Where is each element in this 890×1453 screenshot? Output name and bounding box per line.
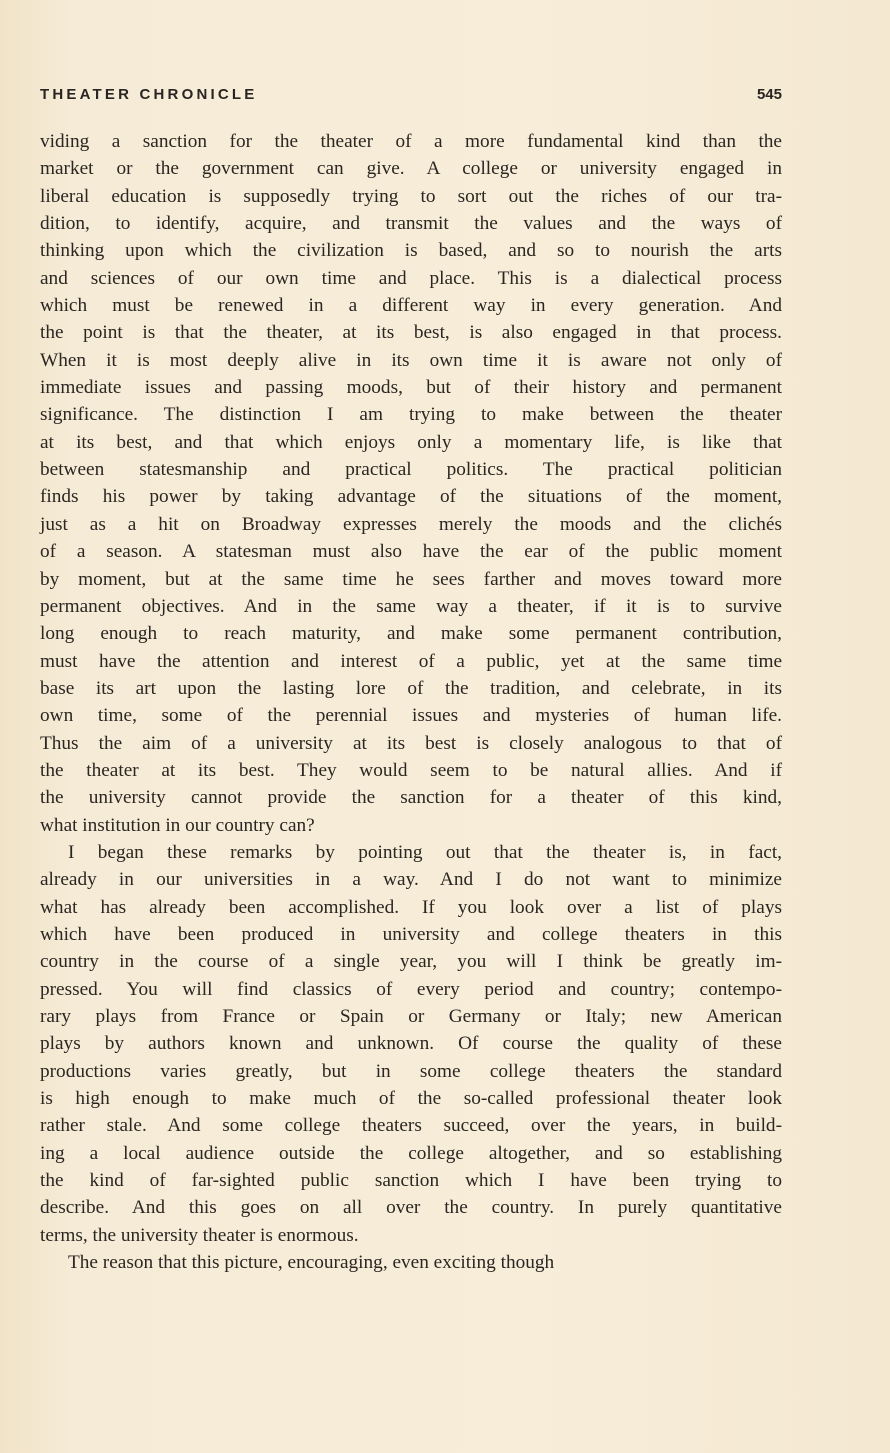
body-text <box>40 128 782 1276</box>
text-line: When it is most deeply alive in its own time it is aware not only of <box>40 349 782 371</box>
text-line: the theater at its best. They would seem to be natural allies. And if <box>40 759 782 781</box>
text-line: plays by authors known and unknown. Of course the quality of these <box>40 1033 782 1055</box>
text-line: describe. And this goes on all over the country. In purely quantitative <box>40 1197 782 1219</box>
running-head-title: THEATER CHRONICLE <box>40 86 258 103</box>
page-number: 545 <box>756 86 782 103</box>
text-line: country in the course of a single year, you will I think be greatly im- <box>40 951 782 973</box>
text-line: and sciences of our own time and place. This is a dialectical process <box>40 267 782 289</box>
text-line: by moment, but at the same time he sees farther and moves toward more <box>40 568 782 590</box>
text-line: dition, to identify, acquire, and transmit the values and the ways of <box>40 213 782 235</box>
text-line: significance. The distinction I am trying to make between the theater <box>40 404 782 426</box>
text-line: long enough to reach maturity, and make some permanent contribution, <box>40 623 782 645</box>
text-line: the kind of far-sighted public sanction which I have been trying to <box>40 1170 782 1192</box>
text-line: immediate issues and passing moods, but of their history and permanent <box>40 377 782 399</box>
text-line: between statesmanship and practical politics. The practical politician <box>40 459 782 481</box>
text-line: terms, the university theater is enormous. <box>40 1224 359 1246</box>
running-head <box>40 86 782 110</box>
text-line: the point is that the theater, at its best, is also engaged in that process. <box>40 322 782 344</box>
text-line: base its art upon the lasting lore of the tradition, and celebrate, in its <box>40 677 782 699</box>
text-line: which have been produced in university and college theaters in this <box>40 923 782 945</box>
text-line: Thus the aim of a university at its best is closely analogous to that of <box>40 732 782 754</box>
text-line: of a season. A statesman must also have the ear of the public moment <box>40 541 782 563</box>
text-line: just as a hit on Broadway expresses merely the moods and the clichés <box>40 513 782 535</box>
text-line: The reason that this picture, encouraging, even exciting though <box>68 1252 555 1274</box>
text-line: viding a sanction for the theater of a more fundamental kind than the <box>40 131 782 152</box>
text-line: is high enough to make much of the so-called professional theater look <box>40 1088 782 1110</box>
text-line: market or the government can give. A college or university engaged in <box>40 158 782 180</box>
text-line: permanent objectives. And in the same way a theater, if it is to survive <box>40 595 782 617</box>
text-line: rary plays from France or Spain or Germany or Italy; new American <box>40 1006 782 1027</box>
text-line: already in our universities in a way. And I do not want to minimize <box>40 869 782 891</box>
text-line: liberal education is supposedly trying to sort out the riches of our tra- <box>40 185 782 207</box>
text-line: ing a local audience outside the college altogether, and so establishing <box>40 1142 782 1164</box>
text-line: the university cannot provide the sanction for a theater of this kind, <box>40 787 782 809</box>
text-line: rather stale. And some college theaters succeed, over the years, in build- <box>40 1115 782 1137</box>
text-line: pressed. You will find classics of every period and country; contempo- <box>40 978 782 1000</box>
text-line: what institution in our country can? <box>40 814 315 836</box>
text-line: which must be renewed in a different way in every generation. And <box>40 295 782 317</box>
text-line: own time, some of the perennial issues and mysteries of human life. <box>40 705 782 727</box>
text-line: what has already been accomplished. If you look over a list of plays <box>40 896 782 918</box>
text-line: finds his power by taking advantage of the situations of the moment, <box>40 486 782 508</box>
text-line: must have the attention and interest of a public, yet at the same time <box>40 650 782 672</box>
text-line: I began these remarks by pointing out that the theater is, in fact, <box>68 841 782 863</box>
text-line: thinking upon which the civilization is based, and so to nourish the arts <box>40 240 782 262</box>
text-line: at its best, and that which enjoys only a momentary life, is like that <box>40 431 782 453</box>
text-line: productions varies greatly, but in some college theaters the standard <box>40 1060 782 1082</box>
